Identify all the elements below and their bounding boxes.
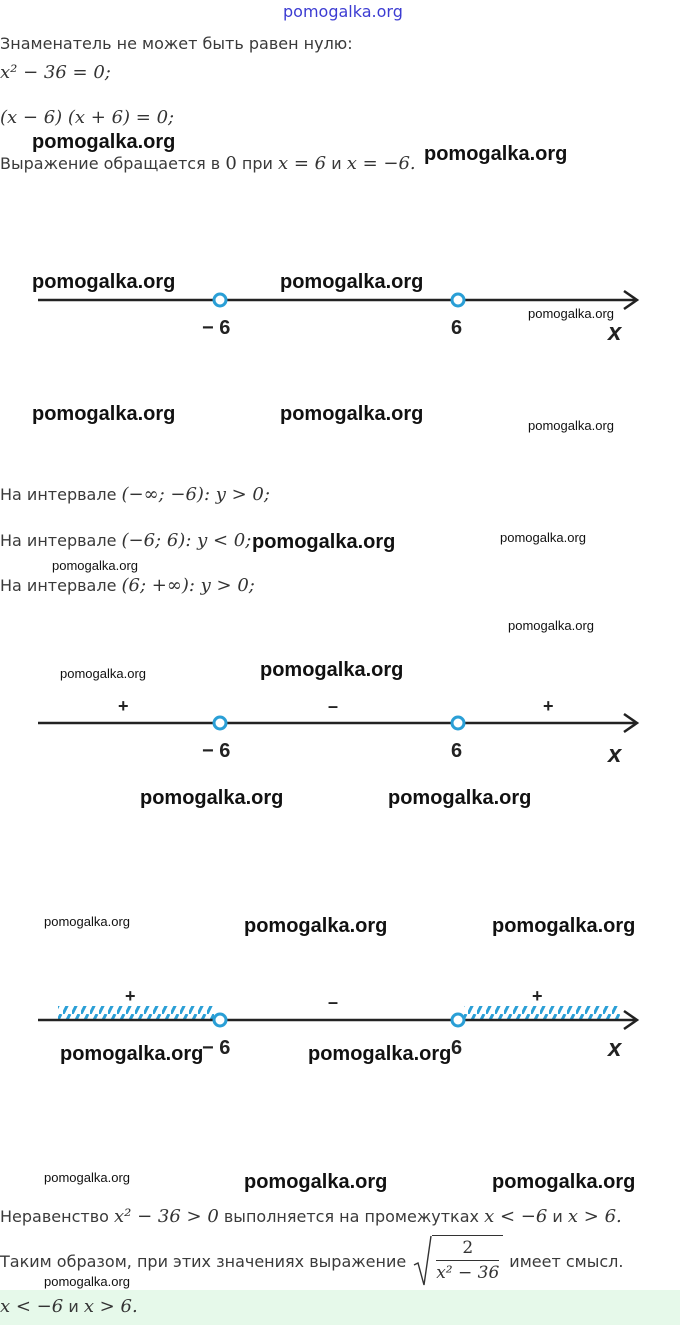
fraction-numerator: 2: [436, 1238, 499, 1261]
axis-label-x: x: [608, 319, 622, 346]
math-x2: x = −6.: [346, 153, 416, 174]
text: и: [331, 154, 342, 173]
sign-plus-right: +: [543, 696, 554, 716]
watermark: pomogalka.org: [388, 787, 532, 809]
sign-plus-right: +: [532, 986, 543, 1006]
text: и: [68, 1297, 79, 1316]
watermark: pomogalka.org: [32, 403, 176, 425]
fraction-denominator: x² − 36: [436, 1263, 500, 1283]
label-6: 6: [451, 740, 463, 762]
watermark: pomogalka.org: [492, 1171, 636, 1193]
inequality-statement: [0, 1206, 622, 1227]
label-6: 6: [451, 317, 463, 339]
watermark: pomogalka.org: [244, 915, 388, 937]
watermark: pomogalka.org: [244, 1171, 388, 1193]
text-zero-points: [0, 153, 416, 174]
watermark: pomogalka.org: [528, 306, 614, 321]
math-interval-3: (6; +∞): y > 0;: [121, 575, 255, 596]
math-range-1: x < −6: [484, 1206, 548, 1227]
text: имеет смысл.: [509, 1251, 624, 1271]
label-minus-6: − 6: [202, 740, 231, 762]
math-answer-1: x < −6: [0, 1296, 64, 1317]
watermark: pomogalka.org: [60, 666, 146, 681]
open-point-minus-6: [214, 294, 226, 306]
equation-1: x² − 36 = 0;: [0, 62, 111, 83]
fraction: [432, 1235, 503, 1287]
watermark: pomogalka.org: [60, 1043, 204, 1065]
watermark: pomogalka.org: [280, 403, 424, 425]
answer-text: [0, 1296, 138, 1317]
watermark: pomogalka.org: [44, 914, 130, 929]
math-answer-2: x > 6.: [83, 1296, 138, 1317]
watermark: pomogalka.org: [260, 659, 404, 681]
sqrt-icon: [412, 1235, 432, 1287]
hatched-region-right: [464, 1006, 620, 1020]
open-point-6: [452, 717, 464, 729]
text: выполняется на промежутках: [223, 1207, 479, 1226]
sign-minus-middle: –: [328, 992, 339, 1012]
number-line-2: [0, 694, 680, 768]
watermark: pomogalka.org: [140, 787, 284, 809]
watermark: pomogalka.org: [44, 1274, 130, 1289]
text: Таким образом, при этих значениях выражение: [0, 1251, 407, 1271]
math-interval-2: (−6; 6): y < 0;: [121, 530, 252, 551]
watermark: pomogalka.org: [252, 531, 396, 553]
answer-box: [0, 1290, 680, 1325]
hatched-region-left: [58, 1006, 214, 1020]
text: Неравенство: [0, 1207, 109, 1226]
label-6: 6: [451, 1037, 463, 1059]
text: при: [241, 154, 273, 173]
watermark: pomogalka.org: [52, 558, 138, 573]
math-inequality: x² − 36 > 0: [114, 1206, 219, 1227]
interval-3: [0, 575, 255, 596]
watermark: pomogalka.org: [280, 271, 424, 293]
axis-label-x: x: [608, 1035, 622, 1062]
text: и: [552, 1207, 563, 1226]
axis-label-x: x: [608, 741, 622, 768]
watermark: pomogalka.org: [424, 143, 568, 165]
math-x1: x = 6: [277, 153, 327, 174]
watermark: pomogalka.org: [492, 915, 636, 937]
text: На интервале: [0, 485, 117, 504]
sign-plus-left: +: [118, 696, 129, 716]
watermark: pomogalka.org: [528, 418, 614, 433]
text: Выражение обращается в: [0, 154, 221, 173]
math-interval-1: (−∞; −6): y > 0;: [121, 484, 270, 505]
label-minus-6: − 6: [202, 317, 231, 339]
sqrt-expression: [412, 1235, 503, 1287]
watermark: pomogalka.org: [32, 271, 176, 293]
watermark: pomogalka.org: [308, 1043, 452, 1065]
site-link[interactable]: pomogalka.org: [283, 2, 403, 21]
label-minus-6: − 6: [202, 1037, 231, 1059]
watermark: pomogalka.org: [44, 1170, 130, 1185]
watermark: pomogalka.org: [500, 530, 586, 545]
math-zero: 0: [225, 153, 237, 174]
watermark: pomogalka.org: [32, 131, 176, 153]
interval-1: [0, 484, 270, 505]
sign-plus-left: +: [125, 986, 136, 1006]
open-point-minus-6: [214, 1014, 226, 1026]
text: На интервале: [0, 531, 117, 550]
text: На интервале: [0, 576, 117, 595]
math-range-2: x > 6.: [567, 1206, 622, 1227]
open-point-minus-6: [214, 717, 226, 729]
interval-2: [0, 530, 251, 551]
open-point-6: [452, 294, 464, 306]
watermark: pomogalka.org: [508, 618, 594, 633]
text-denominator-not-zero: Знаменатель не может быть равен нулю:: [0, 34, 353, 53]
sign-minus-middle: –: [328, 696, 339, 716]
open-point-6: [452, 1014, 464, 1026]
equation-2: (x − 6) (x + 6) = 0;: [0, 107, 175, 128]
